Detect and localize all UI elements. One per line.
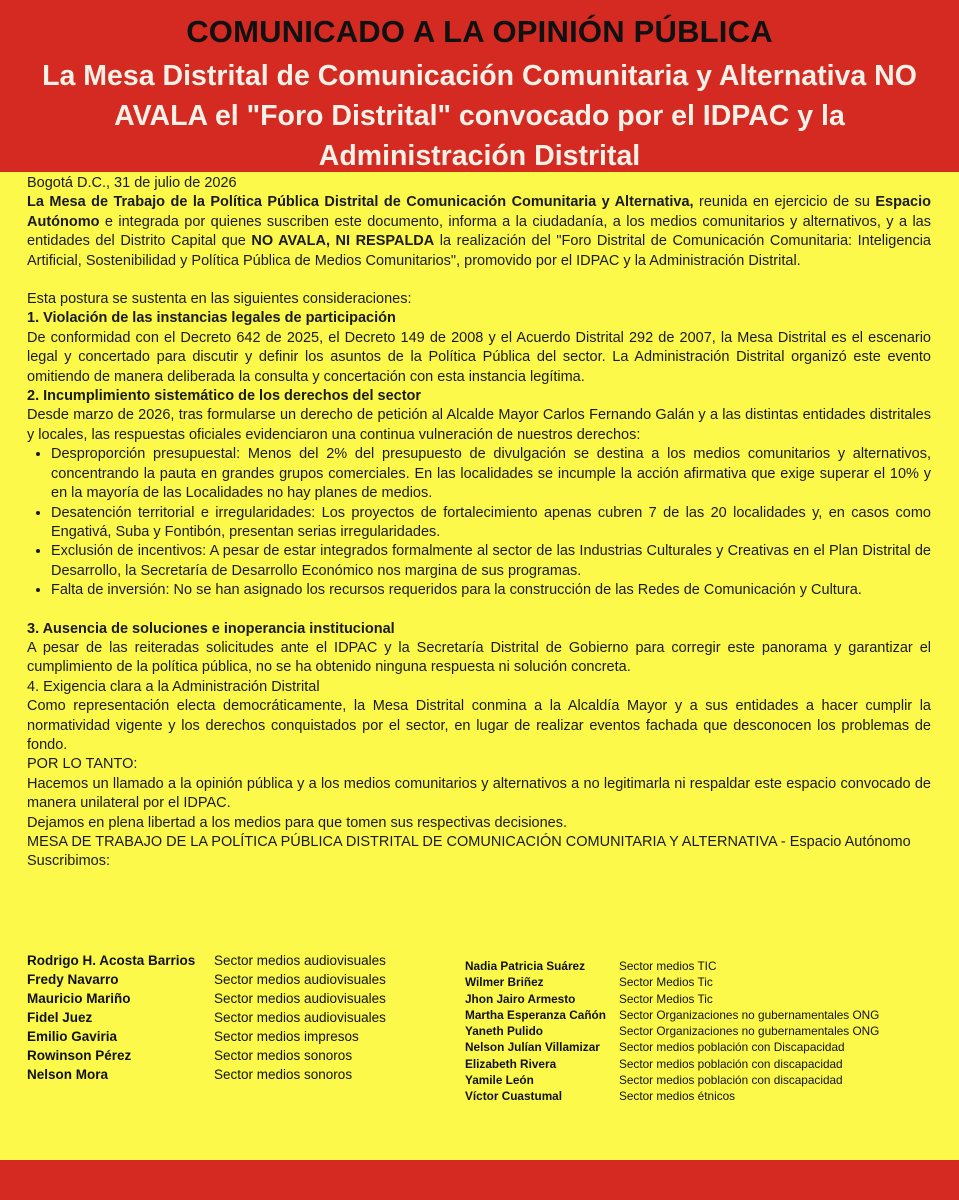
signatory-row: [465, 1008, 945, 1024]
signatory-row: [465, 1089, 945, 1105]
communique-subtitle: La Mesa Distrital de Comunicación Comunitaria y Alternativa NO AVALA el "Foro Distrital" convocado por el IDPAC y la Administración Distrital: [42, 60, 917, 172]
signatory-sector: Sector Organizaciones no gubernamentales ONG: [619, 1024, 880, 1039]
list-item: • Desproporción presupuestal: Menos del 2% del presupuesto de divulgación se destina a los medios comunitarios y alternativos, concentrando la pauta en grandes grupos comerciales. En las localidades se incumple la acción afirmativa que exige superar el 10% y en la mayoría de las Localidades no hay planes de medios.: [51, 445, 931, 503]
signatory-row: [465, 1024, 945, 1040]
signatory-sector: Sector medios audiovisuales: [214, 953, 386, 968]
signatory-sector: Sector medios audiovisuales: [214, 991, 386, 1006]
section-1-heading: 1. Violación de las instancias legales de participación: [27, 310, 396, 327]
considerations-intro: Esta postura se sustenta en las siguientes consideraciones:: [27, 291, 412, 308]
section-2-text: Desde marzo de 2026, tras formularse un derecho de petición al Alcalde Mayor Carlos Fernando Galán y a las distintas entidades distritales y locales, las respuestas oficiales evidenciaron una continua vulneración de nuestros derechos:: [27, 407, 931, 443]
espacio-autonomo: Espacio Autónomo: [27, 194, 931, 230]
signatory-row: [27, 991, 457, 1010]
no-avala-text: NO AVALA, NI RESPALDA: [251, 233, 435, 250]
section-1-text: De conformidad con el Decreto 642 de 2025, el Decreto 149 de 2008 y el Acuerdo Distrital 292 de 2007, la Mesa Distrital es el escenario legal y concertado para discutir y definir los asuntos de la Política Pública del sector. La Administración Distrital organizó este evento omitiendo de manera deliberada la consulta y concertación con esta instancia legítima.: [27, 329, 931, 385]
list-item: • Desatención territorial e irregularidades: Los proyectos de fortalecimiento apenas cubren 7 de las 20 localidades y, en casos como Engativá, Suba y Fontibón, presentan serias irregularidades.: [51, 504, 931, 543]
signatory-row: [27, 1067, 457, 1086]
intro-text-1: reunida en ejercicio de su: [693, 194, 876, 211]
signatory-row: [27, 1010, 457, 1029]
signatory-name: Elizabeth Rivera: [465, 1056, 557, 1071]
signatory-name: Martha Esperanza Cañón: [465, 1007, 606, 1022]
signatory-name: Nelson Julían Villamizar: [465, 1040, 600, 1055]
intro-text-3: la realización del "Foro Distrital de Comunicación Comunitaria: Inteligencia Artificial, Sostenibilidad y Política Pública de Medios Comunitarios", promovido por el IDPAC y la Administración Distrital.: [27, 233, 931, 269]
signatory-name: Yamile León: [465, 1073, 534, 1088]
intro-paragraph: [27, 193, 931, 271]
freedom-statement: Dejamos en plena libertad a los medios para que tomen sus respectivas decisiones.: [27, 814, 568, 831]
signatory-row: [27, 953, 457, 972]
signatory-sector: Sector medios étnicos: [619, 1089, 736, 1104]
communique-title: COMUNICADO A LA OPINIÓN PÚBLICA: [186, 14, 773, 49]
signatory-sector: Sector medios audiovisuales: [214, 972, 386, 987]
suscribimos-label: Suscribimos:: [27, 853, 110, 870]
signatory-row: [465, 1040, 945, 1056]
signatory-name: Yaneth Pulido: [465, 1024, 543, 1039]
signature-organization: MESA DE TRABAJO DE LA POLÍTICA PÚBLICA DISTRITAL DE COMUNICACIÓN COMUNITARIA Y ALTERNATIVA - Espacio Autónomo: [27, 834, 911, 850]
signatory-name: Emilio Gaviria: [27, 1029, 118, 1044]
signatory-name: Fidel Juez: [27, 1010, 93, 1025]
signatory-sector: Sector medios audiovisuales: [214, 1010, 386, 1025]
signatory-sector: Sector medios población con discapacidad: [619, 1073, 843, 1088]
signatory-sector: Sector Medios Tic: [619, 975, 713, 990]
list-item: • Exclusión de incentivos: A pesar de estar integrados formalmente al sector de las Industrias Culturales y Creativas en el Plan Distrital de Desarrollo, la Secretaría de Desarrollo Económico nos margina de sus programas.: [51, 542, 931, 581]
signatory-name: Wilmer Briñez: [465, 975, 544, 990]
signatory-name: Rodrigo H. Acosta Barrios: [27, 953, 196, 968]
por-lo-tanto: POR LO TANTO:: [27, 756, 138, 773]
signatory-row: [465, 959, 945, 975]
section-4-text: Como representación electa democráticamente, la Mesa Distrital conmina a la Alcaldía Mayor y a sus entidades a hacer cumplir la normatividad vigente y los derechos conquistados por el sector, en lugar de realizar eventos fachada que desconocen los problemas de fondo.: [27, 698, 931, 753]
signatory-name: Fredy Navarro: [27, 972, 119, 987]
signatory-sector: Sector Medios Tic: [619, 991, 713, 1006]
signatory-name: Nelson Mora: [27, 1067, 109, 1082]
signatory-name: Víctor Cuastumal: [465, 1089, 563, 1104]
signatory-row: [465, 975, 945, 991]
signatory-row: [27, 972, 457, 991]
section-2-list: [27, 445, 931, 600]
signatory-sector: Sector medios población con Discapacidad: [619, 1040, 845, 1055]
signatory-row: [27, 1029, 457, 1048]
signatory-name: Mauricio Mariño: [27, 991, 131, 1006]
signatory-name: Rowinson Pérez: [27, 1048, 132, 1063]
signatory-sector: Sector medios sonoros: [214, 1048, 353, 1063]
signatory-name: Jhon Jairo Armesto: [465, 991, 576, 1006]
signatory-row: [465, 1057, 945, 1073]
intro-text-2: e integrada por quienes suscriben este documento, informa a la ciudadanía, a los medios comunitarios y alternativos, y a las entidades del Distrito Capital que: [27, 213, 931, 250]
section-3-text: A pesar de las reiteradas solicitudes ante el IDPAC y la Secretaría Distrital de Gobierno para corregir este panorama y garantizar el cumplimiento de la política pública, no se ha obtenido ninguna respuesta ni solución concreta.: [27, 639, 931, 676]
signatory-row: [465, 1073, 945, 1089]
signatory-sector: Sector Organizaciones no gubernamentales ONG: [619, 1007, 880, 1022]
signatories-right: [465, 959, 945, 1106]
communique-body: [27, 174, 931, 872]
date-line: Bogotá D.C., 31 de julio de 2026: [27, 175, 237, 191]
footer-banner: [0, 1160, 959, 1200]
signatory-name: Nadia Patricia Suárez: [465, 959, 585, 973]
list-item: • Falta de inversión: No se han asignado los recursos requeridos para la construcción de las Redes de Comunicación y Cultura.: [51, 581, 931, 600]
section-3-heading: 3. Ausencia de soluciones e inoperancia institucional: [27, 620, 395, 637]
signatory-sector: Sector medios TIC: [619, 959, 717, 973]
org-name: La Mesa de Trabajo de la Política Pública Distrital de Comunicación Comunitaria y Alternativa,: [27, 194, 694, 211]
signatory-sector: Sector medios población con discapacidad: [619, 1056, 843, 1071]
call-to-action: Hacemos un llamado a la opinión pública y a los medios comunitarios y alternativos a no legitimarla ni respaldar este espacio convocado de manera unilateral por el IDPAC.: [27, 775, 931, 812]
section-2-heading: 2. Incumplimiento sistemático de los derechos del sector: [27, 388, 422, 405]
header-banner: [0, 0, 959, 172]
signatory-row: [27, 1048, 457, 1067]
signatory-sector: Sector medios impresos: [214, 1029, 359, 1044]
signatory-row: [465, 992, 945, 1008]
signatories-left: [27, 953, 457, 1086]
section-4-heading: 4. Exigencia clara a la Administración Distrital: [27, 678, 320, 695]
signatory-sector: Sector medios sonoros: [214, 1067, 353, 1082]
